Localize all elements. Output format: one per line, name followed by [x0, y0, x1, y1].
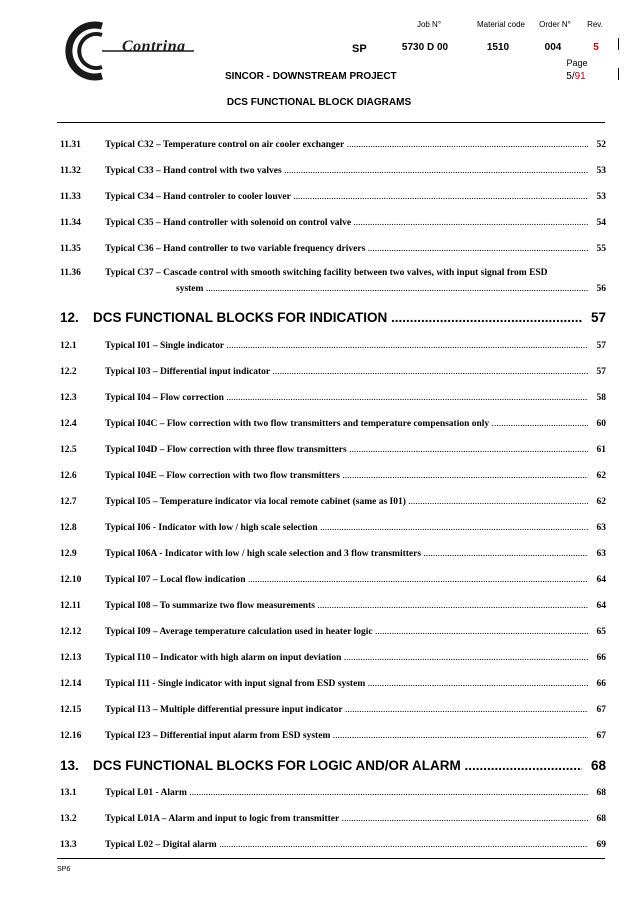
toc-page-number: 64	[596, 601, 606, 611]
toc-number: 13.2	[60, 814, 77, 824]
toc-number: 13.1	[60, 788, 77, 798]
toc-number: 12.8	[60, 523, 77, 533]
toc-title: Typical I23 – Differential input alarm from ESD system .....	[105, 731, 588, 741]
toc-title: Typical L02 – Digital alarm .....	[105, 840, 588, 850]
toc-page-number: 65	[596, 627, 606, 637]
toc-number: 12.6	[60, 471, 77, 481]
toc-page-number: 68	[596, 788, 606, 798]
toc-number: 12.9	[60, 549, 77, 559]
toc-title: Typical I10 – Indicator with high alarm on input deviation .....	[105, 653, 588, 663]
toc-number: 12.11	[60, 601, 81, 611]
toc-title: Typical I04D – Flow correction with three flow transmitters .....	[105, 445, 588, 455]
toc-title: Typical C35 – Hand controller with solenoid on control valve .....	[105, 218, 588, 228]
toc-title: Typical I13 – Multiple differential pressure input indicator .....	[105, 705, 588, 715]
toc-number: 12.1	[60, 341, 77, 351]
job-number: 5730 D 00	[401, 42, 449, 53]
toc-title: Typical C33 – Hand control with two valves .....	[105, 166, 588, 176]
toc-page-number: 62	[596, 497, 606, 507]
toc-title: DCS FUNCTIONAL BLOCKS FOR INDICATION .....	[93, 310, 582, 325]
toc-number: 11.33	[60, 192, 81, 202]
toc-number: 11.36	[60, 268, 81, 278]
toc-number: 12.2	[60, 367, 77, 377]
toc-title: Typical I04C – Flow correction with two flow transmitters and temperature compensation only .....	[105, 419, 588, 429]
company-name: Contrina	[122, 38, 186, 55]
toc-page-number: 63	[596, 549, 606, 559]
toc-title: Typical I08 – To summarize two flow measurements .....	[105, 601, 588, 611]
project-title: SINCOR - DOWNSTREAM PROJECT	[225, 71, 397, 82]
toc-title: Typical C36 – Hand controller to two variable frequency drivers .....	[105, 244, 588, 254]
toc-page-number: 61	[596, 445, 606, 455]
toc-title: Typical I03 – Differential input indicator .....	[105, 367, 588, 377]
toc-title: Typical C34 – Hand controler to cooler louver .....	[105, 192, 588, 202]
toc-number: 11.32	[60, 166, 81, 176]
toc-number: 12.14	[60, 679, 82, 689]
toc-number: 11.34	[60, 218, 81, 228]
order-number: 004	[544, 42, 562, 53]
toc-page-number: 53	[596, 166, 606, 176]
toc-title: Typical I06A - Indicator with low / high scale selection and 3 flow transmitters .....	[105, 549, 588, 559]
margin-mark	[618, 38, 619, 50]
toc-title: Typical I05 – Temperature indicator via local remote cabinet (same as I01) .....	[105, 497, 588, 507]
toc-number: 13.	[60, 758, 79, 773]
toc-page-number: 64	[596, 575, 606, 585]
header-rule	[57, 122, 605, 123]
toc-title: Typical I09 – Average temperature calculation used in heater logic .....	[105, 627, 588, 637]
rev-label: Rev.	[587, 20, 603, 29]
toc-title: Typical C37 – Cascade control with smooth switching facility between two valves, with input signal from ESD	[105, 268, 548, 278]
page-header	[0, 0, 638, 120]
toc-page-number: 63	[596, 523, 606, 533]
toc-number: 11.35	[60, 244, 81, 254]
toc-page-number: 57	[596, 367, 606, 377]
toc-page-number: 66	[596, 653, 606, 663]
toc-page-number: 67	[596, 705, 606, 715]
toc-page-number: 68	[590, 758, 606, 773]
toc-title: DCS FUNCTIONAL BLOCKS FOR LOGIC AND/OR ALARM .....	[93, 758, 582, 773]
toc-page-number: 53	[596, 192, 606, 202]
toc-number: 13.3	[60, 840, 77, 850]
toc-page-number: 60	[596, 419, 606, 429]
toc-page-number: 62	[596, 471, 606, 481]
toc-number: 12.13	[60, 653, 82, 663]
sp-label: SP	[352, 43, 367, 55]
toc-title: Typical I04 – Flow correction .....	[105, 393, 588, 403]
toc-page-number: 66	[596, 679, 606, 689]
toc-number: 12.4	[60, 419, 77, 429]
toc-number: 12.10	[60, 575, 82, 585]
toc-page-number: 58	[596, 393, 606, 403]
material-label: Material code	[476, 20, 526, 29]
toc-number: 12.16	[60, 731, 82, 741]
toc-page-number: 69	[596, 840, 606, 850]
toc-title: Typical I01 – Single indicator .....	[105, 341, 588, 351]
toc-page-number: 57	[590, 310, 606, 325]
page-label: Page	[566, 58, 588, 68]
toc-number: 12.15	[60, 705, 82, 715]
toc-page-number: 68	[596, 814, 606, 824]
toc-number: 12.3	[60, 393, 77, 403]
toc-number: 11.31	[60, 140, 81, 150]
job-label: Job N°	[416, 20, 442, 29]
document-subtitle: DCS FUNCTIONAL BLOCK DIAGRAMS	[226, 97, 412, 108]
toc-page-number: 55	[596, 244, 606, 254]
toc-number: 12.7	[60, 497, 77, 507]
order-label: Order N°	[539, 20, 571, 29]
margin-mark	[618, 68, 619, 80]
toc-title: Typical I07 – Local flow indication .....	[105, 575, 588, 585]
toc-title: Typical L01 - Alarm .....	[105, 788, 588, 798]
toc-number: 12.12	[60, 627, 82, 637]
toc-number: 12.5	[60, 445, 77, 455]
toc-page-number: 57	[596, 341, 606, 351]
toc-page-number: 67	[596, 731, 606, 741]
toc-title: Typical I04E – Flow correction with two flow transmitters .....	[105, 471, 588, 481]
toc-page-number: 52	[596, 140, 606, 150]
toc-title-continued: system .....	[176, 284, 588, 294]
footer-rule	[57, 858, 605, 859]
page-number: 5/91	[566, 71, 586, 82]
material-code: 1510	[486, 42, 510, 53]
toc-page-number: 54	[596, 218, 606, 228]
footer-code: SP6	[57, 866, 71, 873]
toc-title: Typical I06 - Indicator with low / high scale selection .....	[105, 523, 588, 533]
revision-number: 5	[593, 42, 599, 53]
toc-title: Typical I11 - Single indicator with input signal from ESD system .....	[105, 679, 588, 689]
toc-title: Typical L01A – Alarm and input to logic from transmitter .....	[105, 814, 588, 824]
toc-page-number: 56	[596, 284, 606, 294]
toc-title: Typical C32 – Temperature control on air cooler exchanger .....	[105, 140, 588, 150]
toc-number: 12.	[60, 310, 79, 325]
